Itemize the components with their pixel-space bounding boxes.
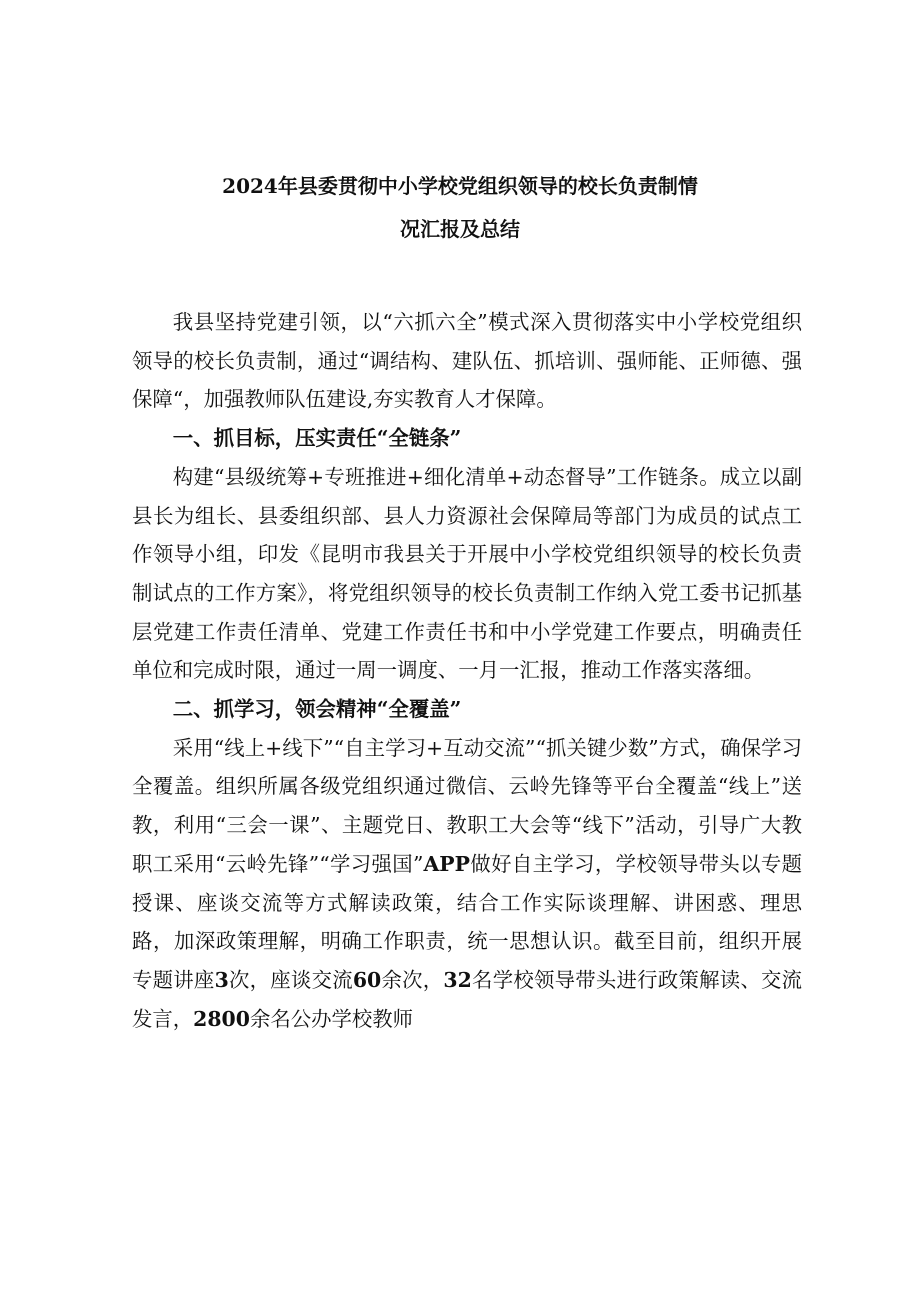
section2-heading: 二、抓学习，领会精神“全覆盖” (172, 697, 462, 722)
section2-paragraph (132, 729, 802, 1039)
stat-teachers: 2800 (193, 1006, 250, 1031)
app-label: APP (423, 851, 470, 876)
section2-text-a: 采用“线上+线下”“自主学习+互动交流”“抓关键少数”方式，确保学习全覆盖。组织所属各级党组织通过微信、云岭先锋等平台全覆盖“线上”送教，利用“三会一课”、主题党日、教职工大会等“线下”活动，引导广大教职工采用“云岭先锋”“学习强国” (132, 735, 802, 876)
section2-text-f: 余名公办学校教师 (249, 1006, 414, 1031)
stat-lectures: 3 (214, 967, 229, 992)
section1-paragraph: 构建“县级统筹+专班推进+细化清单+动态督导”工作链条。成立以副县长为组长、县委组织部、县人力资源社会保障局等部门为成员的试点工作领导小组，印发《昆明市我县关于开展中小学校党组织领导的校长负责制试点的工作方案》，将党组织领导的校长负责制工作纳入党工委书记抓基层党建工作责任清单、党建工作责任书和中小学党建工作要点，明确责任单位和完成时限，通过一周一调度、一月一汇报，推动工作落实落细。 (132, 464, 802, 683)
stat-talks: 60 (352, 967, 382, 992)
document-title-line1: 2024年县委贯彻中小学校党组织领导的校长负责制情 (222, 174, 698, 198)
stat-leaders: 32 (443, 967, 472, 992)
document-body (132, 303, 802, 1038)
section1-heading: 一、抓目标，压实责任“全链条” (172, 426, 462, 451)
section2-text-b: 做好自主学习，学校领导带头以专题授课、座谈交流等方式解读政策，结合工作实际谈理解、讲困惑、理思路，加深政策理解，明确工作职责，统一思想认识。截至目前，组织开展专题讲座 (132, 851, 802, 992)
section2-text-c: 次，座谈交流 (228, 967, 353, 992)
section2-text-d: 余次， (381, 967, 444, 992)
intro-paragraph: 我县坚持党建引领，以“六抓六全”模式深入贯彻落实中小学校党组织领导的校长负责制，通过“调结构、建队伍、抓培训、强师能、正师德、强保障“，加强教师队伍建设,夯实教育人才保障。 (132, 310, 802, 412)
section2-text-e: 名学校领导带头进行政策解读、交流发言， (132, 967, 803, 1031)
document-title-line2: 况汇报及总结 (400, 217, 520, 241)
